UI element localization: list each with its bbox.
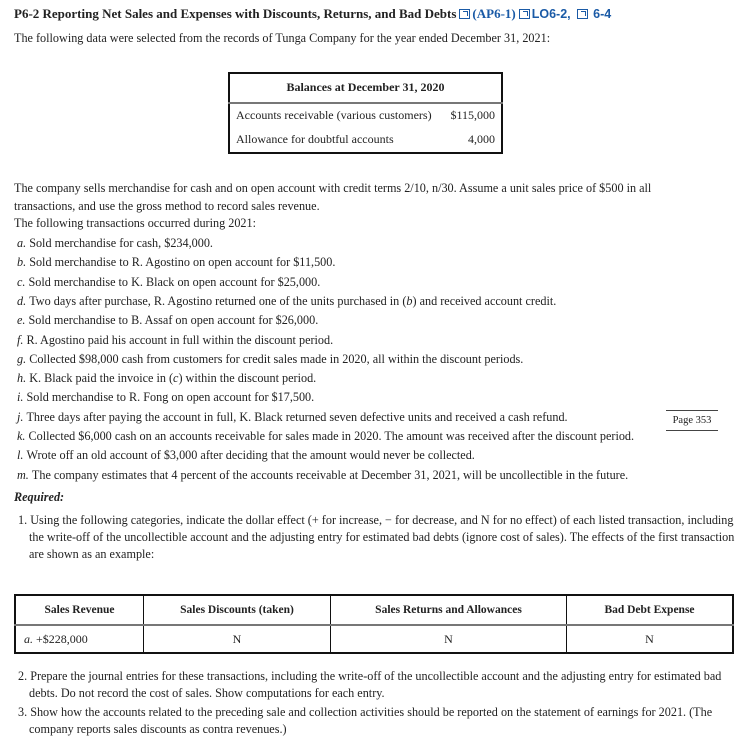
- categories-table: [14, 594, 734, 654]
- transaction-letter: e.: [17, 313, 29, 328]
- transaction-letter: a.: [17, 236, 30, 250]
- balances-header: Balances at December 31, 2020: [229, 73, 502, 103]
- lo-link[interactable]: LO6-2,: [531, 7, 571, 21]
- col-header: Sales Revenue: [15, 595, 144, 625]
- col-header: Sales Returns and Allowances: [331, 595, 567, 625]
- transaction-letter: i.: [17, 390, 27, 405]
- cell: N: [144, 625, 331, 653]
- transaction-item: [17, 390, 314, 405]
- page-marker: Page 353: [666, 410, 718, 431]
- transaction-text: b: [406, 293, 413, 308]
- row-label: Accounts receivable (various customers): [236, 108, 432, 122]
- problem-title: [14, 6, 611, 22]
- transaction-letter: b.: [17, 255, 30, 270]
- row-label: Allowance for doubtful accounts: [236, 132, 394, 146]
- requirement-2: 2. Prepare the journal entries for these transactions, including the write-off of the uncollectible account and the adjusting entry for estimated bad debts. Do not record the cost of sales. Show computations for each entry.: [18, 669, 722, 700]
- transaction-text: Collected $6,000 cash on an accounts receivable for sales made in 2020. The amount was received after the discount period.: [28, 429, 635, 443]
- title-text: P6-2 Reporting Net Sales and Expenses with Discounts, Returns, and Bad Debts: [14, 6, 457, 21]
- transaction-letter: j.: [17, 409, 27, 424]
- transaction-text: Sold merchandise to B. Assaf on open account for $26,000.: [28, 313, 319, 328]
- col-header: Sales Discounts (taken): [144, 595, 331, 625]
- transaction-item: [17, 333, 333, 348]
- col-header: Bad Debt Expense: [567, 595, 734, 625]
- transaction-letter: f.: [17, 332, 27, 347]
- transaction-text: Sold merchandise to K. Black on open account for $25,000.: [28, 274, 321, 289]
- transaction-item: [17, 352, 523, 367]
- transaction-item: [17, 468, 628, 483]
- transaction-item: [17, 255, 335, 270]
- balances-table: [228, 72, 503, 154]
- transaction-text: Two days after purchase, R. Agostino returned one of the units purchased in (: [29, 293, 407, 308]
- required-label: Required:: [14, 490, 65, 504]
- row-letter: a.: [24, 632, 33, 646]
- transaction-letter: l.: [17, 448, 27, 463]
- table-row: [229, 103, 502, 128]
- requirement-1: 1. Using the following categories, indicate the dollar effect (+ for increase, − for decrease, and N for no effect) of each listed transaction, including the write-off of the uncollectible account and the adjusting entry for estimated bad debts (ignore cost of sales). The effects of the first transaction are shown as an example:: [18, 513, 735, 561]
- transaction-text: Three days after paying the account in full, K. Black returned seven defective units and received a cash refund.: [26, 409, 568, 424]
- transaction-item: [17, 429, 634, 444]
- transaction-text: R. Agostino paid his account in full within the discount period.: [26, 332, 334, 347]
- transaction-letter: d.: [17, 293, 30, 308]
- cell: N: [567, 625, 734, 653]
- transaction-letter: g.: [17, 351, 30, 366]
- row-value: $115,000: [450, 108, 495, 122]
- ap-link[interactable]: (AP6-1): [472, 6, 516, 21]
- transaction-text: K. Black paid the invoice in (: [29, 371, 174, 386]
- transaction-letter: h.: [17, 371, 30, 386]
- transaction-text: Sold merchandise for cash, $234,000.: [29, 236, 213, 250]
- cell: N: [331, 625, 567, 653]
- transaction-letter: k.: [17, 429, 29, 443]
- external-link-icon[interactable]: [459, 9, 470, 19]
- transaction-text: The company estimates that 4 percent of the accounts receivable at December 31, 2021, will be uncollectible in the future.: [31, 467, 629, 482]
- transaction-text: ) and received account credit.: [412, 293, 557, 308]
- transaction-item: [17, 275, 320, 290]
- transaction-item: [17, 448, 475, 463]
- lo-link-2[interactable]: 6-4: [593, 7, 612, 21]
- transaction-item: [17, 410, 568, 425]
- row-value: 4,000: [468, 132, 495, 146]
- transaction-text: ) within the discount period.: [178, 371, 317, 386]
- table-row: [15, 625, 733, 653]
- transaction-item: [17, 236, 213, 251]
- terms-paragraph: The company sells merchandise for cash and on open account with credit terms 2/10, n/30. Assume a unit sales price of $500 in all transactions, and use the gross method to record sales revenue.: [14, 181, 652, 213]
- transaction-text: Sold merchandise to R. Agostino on open account for $11,500.: [29, 255, 336, 270]
- transaction-letter: c.: [17, 274, 29, 289]
- transaction-text: Wrote off an old account of $3,000 after deciding that the amount would never be collected.: [26, 448, 475, 463]
- external-link-icon[interactable]: [577, 9, 588, 19]
- transaction-text: Collected $98,000 cash from customers for credit sales made in 2020, all within the discount periods.: [29, 351, 524, 366]
- cell-value: +$228,000: [36, 632, 88, 646]
- transactions-intro: The following transactions occurred during 2021:: [14, 216, 256, 230]
- requirement-3: 3. Show how the accounts related to the preceding sale and collection activities should be reported on the statement of earnings for 2021. (The company reports sales discounts as contra revenues.): [18, 705, 713, 736]
- table-row: [229, 128, 502, 153]
- transaction-item: [17, 313, 318, 328]
- transaction-letter: m.: [17, 467, 32, 482]
- cell: [15, 625, 144, 653]
- transaction-item: [17, 294, 556, 309]
- intro-text: The following data were selected from the records of Tunga Company for the year ended December 31, 2021:: [14, 31, 551, 45]
- transaction-text: Sold merchandise to R. Fong on open account for $17,500.: [26, 390, 315, 405]
- external-link-icon[interactable]: [519, 9, 530, 19]
- transaction-text: c: [173, 371, 179, 386]
- transaction-item: [17, 371, 316, 386]
